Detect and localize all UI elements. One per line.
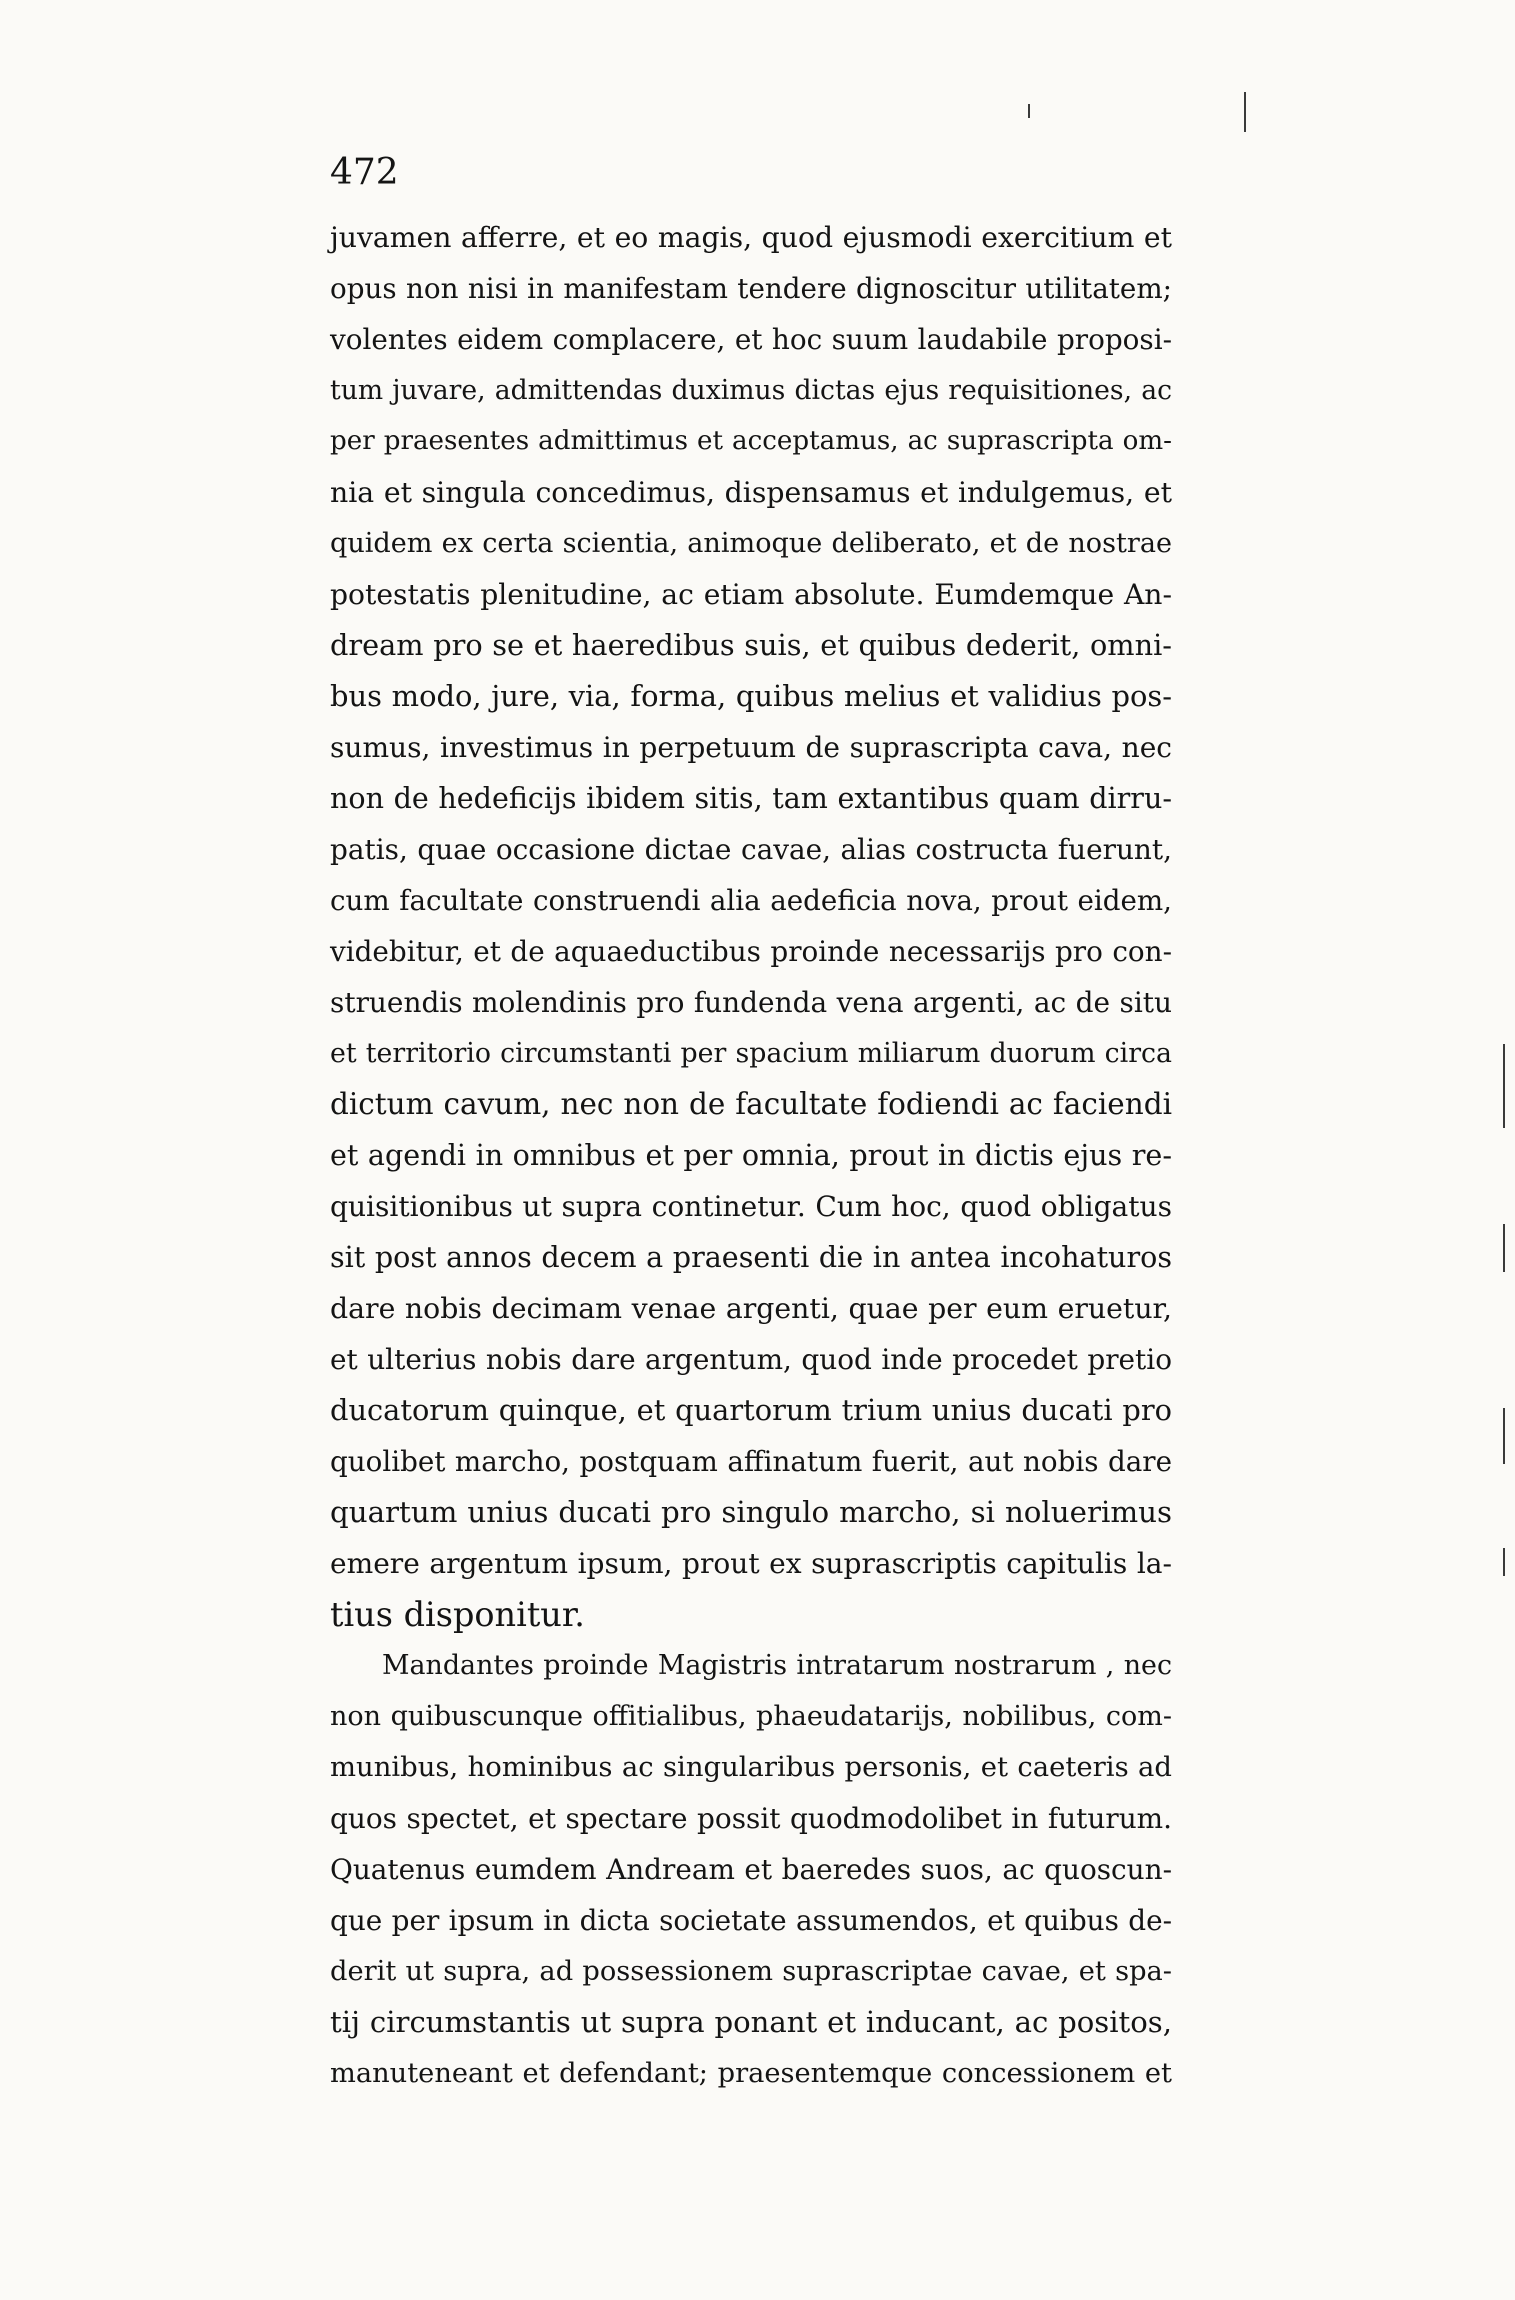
text-line: sumus, investimus in perpetuum de suprascripta cava, nec [330,731,1172,764]
text-line: et agendi in omnibus et per omnia, prout in dictis ejus re- [330,1138,1172,1172]
text-line: tij circumstantis ut supra ponant et inducant, ac positos, [330,2005,1172,2039]
text-line: potestatis plenitudine, ac etiam absolute. Eumdemque An- [330,578,1172,611]
text-line: cum facultate construendi alia aedeficia nova, prout eidem, [330,884,1172,917]
text-line: non de hedeficijs ibidem sitis, tam extantibus quam dirru- [330,781,1172,815]
text-line: quidem ex certa scientia, animoque deliberato, et de nostrae [330,528,1172,559]
text-line-last: tius disponitur. [330,1595,585,1634]
text-line: struendis molendinis pro fundenda vena argenti, ac de situ [330,986,1172,1019]
text-line: emere argentum ipsum, prout ex suprascriptis capitulis la- [330,1547,1172,1580]
text-line: bus modo, jure, via, forma, quibus melius et validius pos- [330,679,1172,713]
text-line: ducatorum quinque, et quartorum trium unius ducati pro [330,1393,1172,1427]
text-line: patis, quae occasione dictae cavae, alias costructa fuerunt, [330,833,1172,866]
margin-tick-right-c [1503,1408,1505,1464]
margin-tick-right-d [1503,1548,1505,1576]
margin-tick-top [1028,104,1030,118]
text-line: tum juvare, admittendas duximus dictas ejus requisitiones, ac [330,375,1172,406]
text-line: quos spectet, et spectare possit quodmodolibet in futurum. [330,1802,1172,1835]
text-line: quolibet marcho, postquam affinatum fuerit, aut nobis dare [330,1445,1172,1478]
text-line: dream pro se et haeredibus suis, et quibus dederit, omni- [330,628,1172,662]
text-line: sit post annos decem a praesenti die in antea incohaturos [330,1240,1172,1274]
paragraph-1 [330,212,1172,1640]
text-line: et ulterius nobis dare argentum, quod inde procedet pretio [330,1343,1172,1376]
text-line: quisitionibus ut supra continetur. Cum hoc, quod obligatus [330,1190,1172,1223]
text-line: per praesentes admittimus et acceptamus, ac suprascripta om- [330,426,1172,456]
text-line: opus non nisi in manifestam tendere dignoscitur utilitatem; [330,272,1172,305]
text-line: quartum unius ducati pro singulo marcho, si noluerimus [330,1495,1172,1529]
text-line: derit ut supra, ad possessionem suprascriptae cavae, et spa- [330,1956,1172,1987]
text-line-indented: Mandantes proinde Magistris intratarum nostrarum , nec [382,1650,1172,1681]
text-line: juvamen afferre, et eo magis, quod ejusmodi exercitium et [330,221,1172,254]
text-line: non quibuscunque offitialibus, phaeudatarijs, nobilibus, com- [330,1701,1172,1732]
paragraph-2 [330,1640,1172,2099]
margin-tick-right-b [1503,1224,1505,1272]
margin-tick-right-a [1503,1044,1505,1128]
margin-tick-top-right [1244,92,1246,132]
text-line: dare nobis decimam venae argenti, quae per eum eruetur, [330,1292,1172,1325]
text-line: et territorio circumstanti per spacium miliarum duorum circa [330,1038,1172,1069]
body-text [330,212,1172,2099]
text-line: munibus, hominibus ac singularibus personis, et caeteris ad [330,1752,1172,1783]
text-line: que per ipsum in dicta societate assumendos, et quibus de- [330,1904,1172,1937]
text-line: Quatenus eumdem Andream et baeredes suos, ac quoscun- [330,1853,1172,1886]
text-line: volentes eidem complacere, et hoc suum laudabile proposi- [330,323,1172,356]
page-number: 472 [330,152,399,193]
text-line: manuteneant et defendant; praesentemque concessionem et [330,2058,1172,2089]
text-line: dictum cavum, nec non de facultate fodiendi ac faciendi [330,1087,1172,1121]
text-line: videbitur, et de aquaeductibus proinde necessarijs pro con- [330,935,1172,968]
text-line: nia et singula concedimus, dispensamus et indulgemus, et [330,476,1172,509]
